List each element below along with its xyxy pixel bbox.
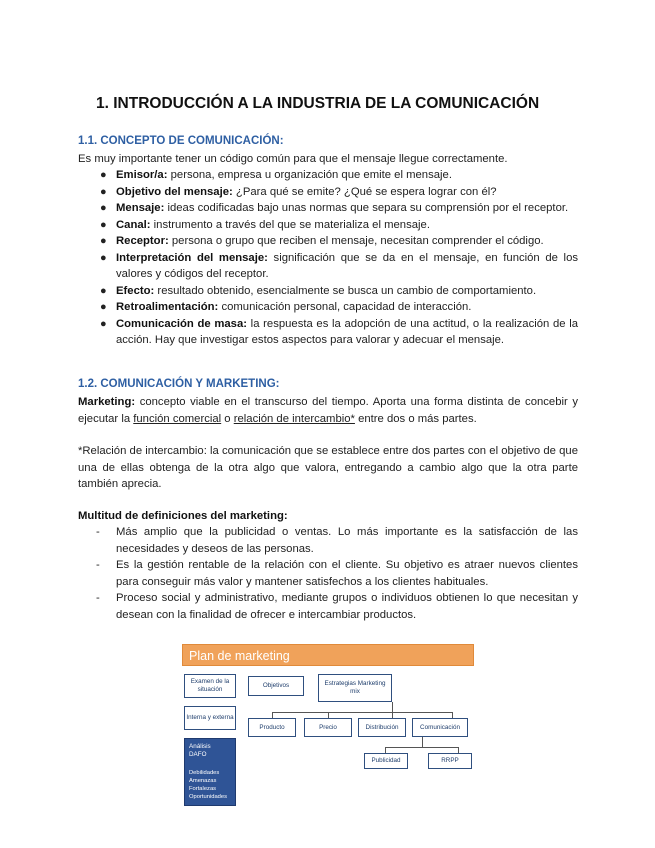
box-examen-situacion: Examen de la situación <box>184 674 236 698</box>
bullet-icon: ● <box>100 284 107 297</box>
box-comunicacion: Comunicación <box>412 718 468 737</box>
list-item: - Es la gestión rentable de la relación con el cliente. Su objetivo es atraer nuevos clientes para conseguir más valor y mantener satisfechos a los clientes habituales. <box>96 559 578 588</box>
bullet-icon: ● <box>100 169 107 181</box>
link-funcion-comercial: función comercial <box>133 412 222 425</box>
definitions-list <box>78 524 578 623</box>
list-item: ● Efecto: resultado obtenido, esencialmente se busca un cambio de comportamiento. <box>78 283 578 300</box>
definitions-heading: Multitud de definiciones del marketing: <box>78 510 288 522</box>
box-precio: Precio <box>304 718 352 737</box>
box-distribucion: Distribución <box>358 718 406 737</box>
bullet-icon: ● <box>100 251 107 264</box>
list-item: ● Canal: instrumento a través del que se materializa el mensaje. <box>78 217 578 234</box>
list-item: ● Mensaje: ideas codificadas bajo unas normas que separa su comprensión por el receptor. <box>78 200 578 217</box>
box-publicidad: Publicidad <box>364 753 408 769</box>
box-estrategias: Estrategias Marketing mix <box>318 674 392 702</box>
intro-paragraph: Es muy importante tener un código común para que el mensaje llegue correctamente. <box>78 153 508 165</box>
bullet-icon: ● <box>100 235 107 247</box>
bullet-icon: ● <box>100 218 107 231</box>
section-heading-concepto: 1.1. CONCEPTO DE COMUNICACIÓN: <box>78 135 284 147</box>
list-item: - Proceso social y administrativo, mediante grupos o individuos obtienen lo que necesitan y desean con la finalidad de ofrecer e intercambiar productos. <box>96 592 578 621</box>
marketing-paragraph: Marketing: concepto viable en el transcurso del tiempo. Aporta una forma distinta de concebir y ejecutar la función comercial o relación de intercambio* entre dos o más partes. <box>78 396 578 425</box>
list-item: ● Objetivo del mensaje: ¿Para qué se emite? ¿Qué se espera lograr con él? <box>78 184 578 201</box>
section-heading-marketing: 1.2. COMUNICACIÓN Y MARKETING: <box>78 378 280 390</box>
list-item: ● Receptor: persona o grupo que reciben el mensaje, necesitan comprender el código. <box>78 233 578 250</box>
bullet-icon: ● <box>100 301 107 313</box>
footnote-paragraph: *Relación de intercambio: la comunicación que se establece entre dos partes con el objetivo de que una de ellas obtenga de la otra algo que valora, entregando a cambio algo que la otra parte también aprecia. <box>78 445 578 490</box>
list-item: ● Comunicación de masa: la respuesta es la adopción de una actitud, o la realización de la acción. Hay que investigar estos aspectos para valorar y adecuar el mensaje. <box>100 317 578 346</box>
box-interna-externa: Interna y externa <box>184 706 236 730</box>
concepts-list <box>78 167 578 349</box>
page-title: 1. INTRODUCCIÓN A LA INDUSTRIA DE LA COMUNICACIÓN <box>96 95 540 112</box>
list-item: ● Emisor/a: persona, empresa u organización que emite el mensaje. <box>78 167 578 184</box>
marketing-plan-diagram <box>178 640 478 810</box>
bullet-icon: ● <box>100 202 107 214</box>
bullet-icon: ● <box>100 185 107 198</box>
diagram-title: Plan de marketing <box>182 644 474 666</box>
list-item: - Más amplio que la publicidad o ventas. Lo más importante es la satisfacción de las necesidades y deseos de las personas. <box>96 526 578 555</box>
link-relacion-intercambio: relación de intercambio* <box>233 412 355 425</box>
box-rrpp: RRPP <box>428 753 472 769</box>
box-objetivos: Objetivos <box>248 676 304 696</box>
list-item: ● Interpretación del mensaje: significación que se da en el mensaje, en función de los valores y códigos del receptor. <box>100 251 578 280</box>
box-analisis-dafo: Análisis DAFO Debilidades Amenazas Fortalezas Oportunidades <box>184 738 236 806</box>
box-producto: Producto <box>248 718 296 737</box>
list-item: ● Retroalimentación: comunicación personal, capacidad de interacción. <box>78 299 578 316</box>
bullet-icon: ● <box>100 317 107 330</box>
